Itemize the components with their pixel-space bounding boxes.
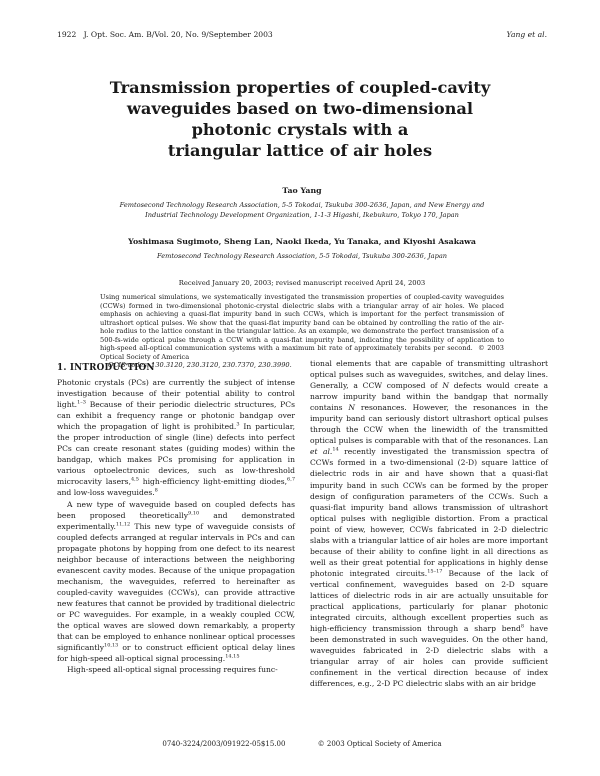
paragraph: High-speed all-optical signal processing requires func- [67, 665, 278, 675]
title-line: Transmission properties of coupled-cavity [109, 78, 491, 97]
text-run: Photonic crystals (PCs) are currently the subject of intense investigation because of their potential ability to control light. [57, 378, 295, 410]
italic-text: et al. [310, 447, 333, 457]
citation-superscript: 6,7 [287, 476, 295, 483]
citation-superscript: 9,10 [188, 510, 200, 517]
italic-text: N [348, 403, 356, 413]
affiliation-line: Industrial Technology Development Organization, 1-1-3 Higashi, Ikebukuro, Tokyo 170, Japan [145, 211, 459, 219]
text-run: In particular, the proper introduction of single (line) defects into perfect PCs can create resonant states (guiding modes) within the bandgap, which makes PCs promising for application in various optoelectronic devices, such as low-threshold microcavity lasers, [57, 422, 295, 487]
co-authors: Yoshimasa Sugimoto, Sheng Lan, Naoki Ikeda, Yu Tanaka, and Kiyoshi Asakawa [128, 237, 476, 246]
paper-title [80, 77, 520, 161]
citation-superscript: 15–17 [427, 568, 443, 575]
footer-copyright: © 2003 Optical Society of America [317, 740, 442, 748]
first-author: Tao Yang [282, 186, 322, 195]
text-run: resonances. However, the resonances in the impurity band can seriously distort ultrashort optical pulses through the CCW when the linewidth of the transmitted optical pulses is comparable with that of the resonances. Lan [310, 403, 548, 446]
text-run: have been demonstrated in such waveguides. On the other hand, waveguides fabricated in 2-D dielectric slabs with a triangular array of air holes can provide sufficient confinement in the vertical direction because of index differences, e.g., 2-D PC dielectric slabs with an air bridge [310, 624, 548, 689]
text-run: high-efficiency light-emitting diodes, [138, 477, 288, 487]
paragraph [57, 377, 295, 499]
text-run: recently investigated the transmission spectra of CCWs formed in a two-dimensional (2-D) square lattice of dielectric rods in air and have shown that a quasi-flat impurity band in such CCWs can be formed by the proper design of configuration parameters of the CCWs. Such a quasi-flat impurity band allows transmission of ultrashort optical pulses with negligible distortion. From a practical point of view, however, CCWs fabricated in 2-D dielectric slabs with a triangular lattice of air holes are more important because of their ability to confine light in all directions as well as their great potential for applications in highly dense photonic integrated circuits. [310, 447, 548, 578]
citation-superscript: 11,12 [115, 521, 131, 528]
abstract-text: Using numerical simulations, we systematically investigated the transmission properties of coupled-cavity waveguides (CCWs) formed in two-dimensional photonic-crystal dielectric slabs with a triangular array of air holes. We placed emphasis on achieving a quasi-flat impurity band in such CCWs, which is important for the perfect transmission of ultrashort optical pulses. We show that the quasi-flat impurity band can be obtained by controlling the ratio of the air-hole radius to the lattice constant in the triangular lattice. As an example, we demonstrate the perfect transmission of a 500-fs-wide optical pulse through a CCW with a quasi-flat impurity band, indicating the possibility of application to high-speed all-optical communication systems with a maximum bit rate of approximately terabits per second. © 2003 Optical Society of America [100, 293, 504, 361]
text-run: Because of their periodic dielectric structures, PCs can exhibit a frequency range or photonic bandgap over which the propagation of light is prohibited. [57, 400, 295, 432]
text-run: A new type of waveguide based on coupled defects has been proposed theoretically [57, 499, 295, 520]
text-run: or to construct efficient optical delay lines for high-speed all-optical signal processing. [57, 643, 295, 664]
citation-superscript: 10,13 [104, 642, 119, 649]
ocis-codes: OCIS codes: 130.3120, 230.3120, 230.7370, 230.3990. [108, 361, 292, 369]
text-run: and low-loss waveguides. [57, 488, 155, 498]
first-author-affiliation [57, 200, 547, 220]
right-column [310, 358, 548, 689]
journal-citation [57, 30, 273, 39]
section-heading: 1. INTRODUCTION [57, 363, 155, 373]
journal-name: J. Opt. Soc. Am. B/Vol. 20, No. 9/September 2003 [83, 30, 273, 39]
left-column [57, 377, 295, 675]
citation-superscript: 3 [236, 421, 240, 428]
co-author-affiliation: Femtosecond Technology Research Association, 5-5 Tokodai, Tsukuba 300-2636, Japan [156, 252, 448, 260]
paragraph [310, 358, 548, 689]
page-footer [57, 740, 547, 748]
paragraph [57, 499, 295, 665]
text-run: Because of the lack of vertical confinement, waveguides based on 2-D square lattices of dielectric rods in air are actually unsuitable for practical applications, particularly for planar photonic integrated circuits, although excellent properties such as high-efficiency transmission through a sharp bend [310, 568, 548, 634]
affiliation-line: Femtosecond Technology Research Association, 5-5 Tokodai, Tsukuba 300-2636, Japan, and New Energy and [119, 201, 485, 209]
citation-superscript: 14,15 [225, 653, 240, 660]
citation-superscript: 14 [332, 446, 339, 453]
title-line: triangular lattice of air holes [167, 141, 433, 160]
text-run: defects would create a narrow impurity band within the bandgap that normally contains [310, 381, 548, 413]
text-run: This new type of waveguide consists of coupled defects arranged at regular intervals in PCs and can propagate photons by hopping from one defect to its nearest neighbor because of interactions between the neighboring evanescent cavity modes. Because of the unique propagation mechanism, the waveguides, referred to hereinafter as coupled-cavity waveguides (CCWs), can provide attractive new features that cannot be provided by traditional dielectric or PC waveguides. For example, in a weakly coupled CCW, the optical waves are slowed down remarkably, a property that can be employed to enhance nonlinear optical processes significantly [57, 521, 295, 653]
issn-code: 0740-3224/2003/091922-05$15.00 [162, 740, 286, 748]
text-run: tional elements that are capable of transmitting ultrashort optical pulses such as waveguides, switches, and delay lines. Generally, a CCW composed of [310, 359, 548, 391]
citation-superscript: 8 [154, 487, 158, 494]
citation-superscript: 8 [520, 623, 525, 630]
abstract-copyright: © 2003 Optical Society of America [100, 344, 504, 361]
page-number: 1922 [57, 30, 77, 39]
italic-text: N [442, 381, 449, 391]
title-line: waveguides based on two-dimensional [126, 99, 474, 118]
text-run: and demonstrated experimentally. [57, 510, 296, 531]
citation-superscript: 1–3 [77, 399, 86, 406]
title-line: photonic crystals with a [191, 120, 409, 139]
running-author: Yang et al. [506, 30, 547, 39]
citation-superscript: 4,5 [131, 476, 139, 483]
received-dates: Received January 20, 2003; revised manuscript received April 24, 2003 [178, 279, 426, 287]
running-head [57, 30, 547, 42]
